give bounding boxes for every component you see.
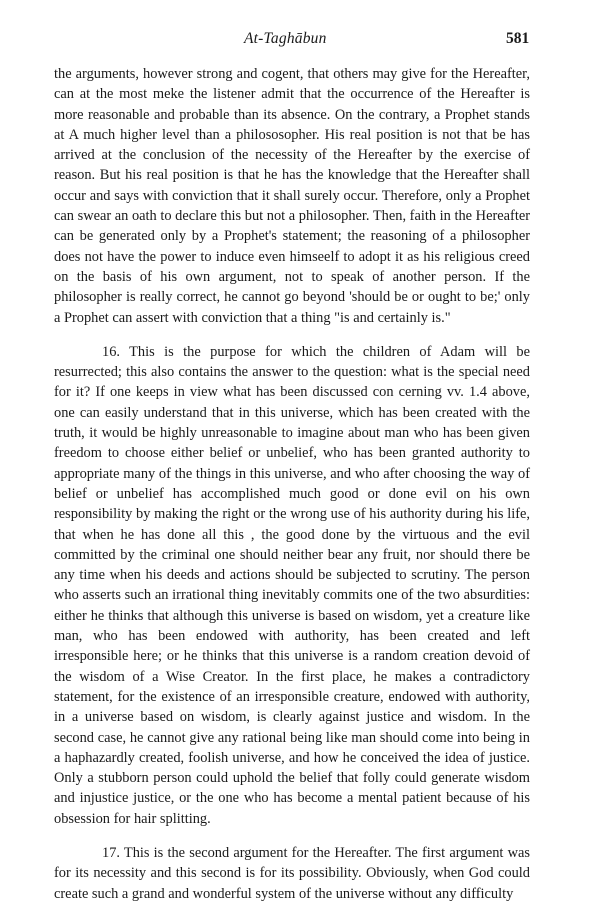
paragraph-note-17: 17. This is the second argument for the Hereafter. The first argument was for its necessity and this second is for its possibility. Obviously, when God could create such a grand and wonderful system of the universe without any difficulty bbox=[54, 844, 530, 902]
page-header bbox=[0, 30, 600, 50]
page-number: 581 bbox=[506, 30, 530, 47]
paragraph-note-16: 16. This is the purpose for which the children of Adam will be resurrected; this also contains the answer to the question: what is the special need for it? If one keeps in view what has been discussed con cerning vv. 1.4 above, one can easily understand that in this universe, which has been created with the truth, it would be highly unreasonable to imagine about man who has been given freedom to choose either belief or unbelief, who has been granted authority to appropriate many of the things in this universe, and who after choosing the way of belief or unbelief has accomplished much good or done evil on his own responsibility by making the right or the wrong use of his authority during his life, that when he has done all this , the good done by the virtuous and the evil committed by the criminal one should neither bear any fruit, nor should there be any time when his deeds and actions should be subjected to scrutiny. The person who asserts such an irrational thing inevitably commits one of the two absurdities: either he thinks that although this universe is based on wisdom, yet a creature like man, who has been endowed with authority, has been created and left irresponsible here; or he thinks that this universe is a random creation devoid of the wisdom of a Wise Creator. In the first place, he makes a contradictory statement, for the existence of an irresponsible creature, endowed with authority, in a universe based on wisdom, is clearly against justice and wisdom. In the second case, he cannot give any rational being like man should come into being in a haphazardly created, foolish universe, and how he conceived the idea of justice. Only a stubborn person could uphold the belief that folly could generate wisdom and injustice justice, or the one who has become a mental patient because of his obsession for hair splitting. bbox=[54, 343, 530, 827]
running-title: At-Taghābun bbox=[244, 30, 327, 47]
body-text bbox=[54, 64, 530, 904]
paragraph-continuation: the arguments, however strong and cogent, that others may give for the Hereafter, can at the most meke the listener admit that the occurrence of the Hereafter is more reasonable and probable than its absence. On the contrary, a Prophet stands at A much higher level than a philososopher. His real position is not that be has arrived at the conclusion of the necessity of the Hereafter by the exercise of reason. But his real position is that he has the knowledge that the Hereafter shall occur and says with conviction that it shall surely occur. Therefore, only a Prophet can swear an oath to declare this but not a philosopher. Then, faith in the Hereafter can be generated only by a Prophet's statement; the reasoning of a philosopher does not have the power to induce even himseelf to adopt it as his religious creed on the basis of his own argument, not to speak of another person. If the philosopher is really correct, he cannot go beyond 'should be or ought to be;' only a Prophet can assert with conviction that a thing "is and certainly is." bbox=[54, 66, 530, 326]
